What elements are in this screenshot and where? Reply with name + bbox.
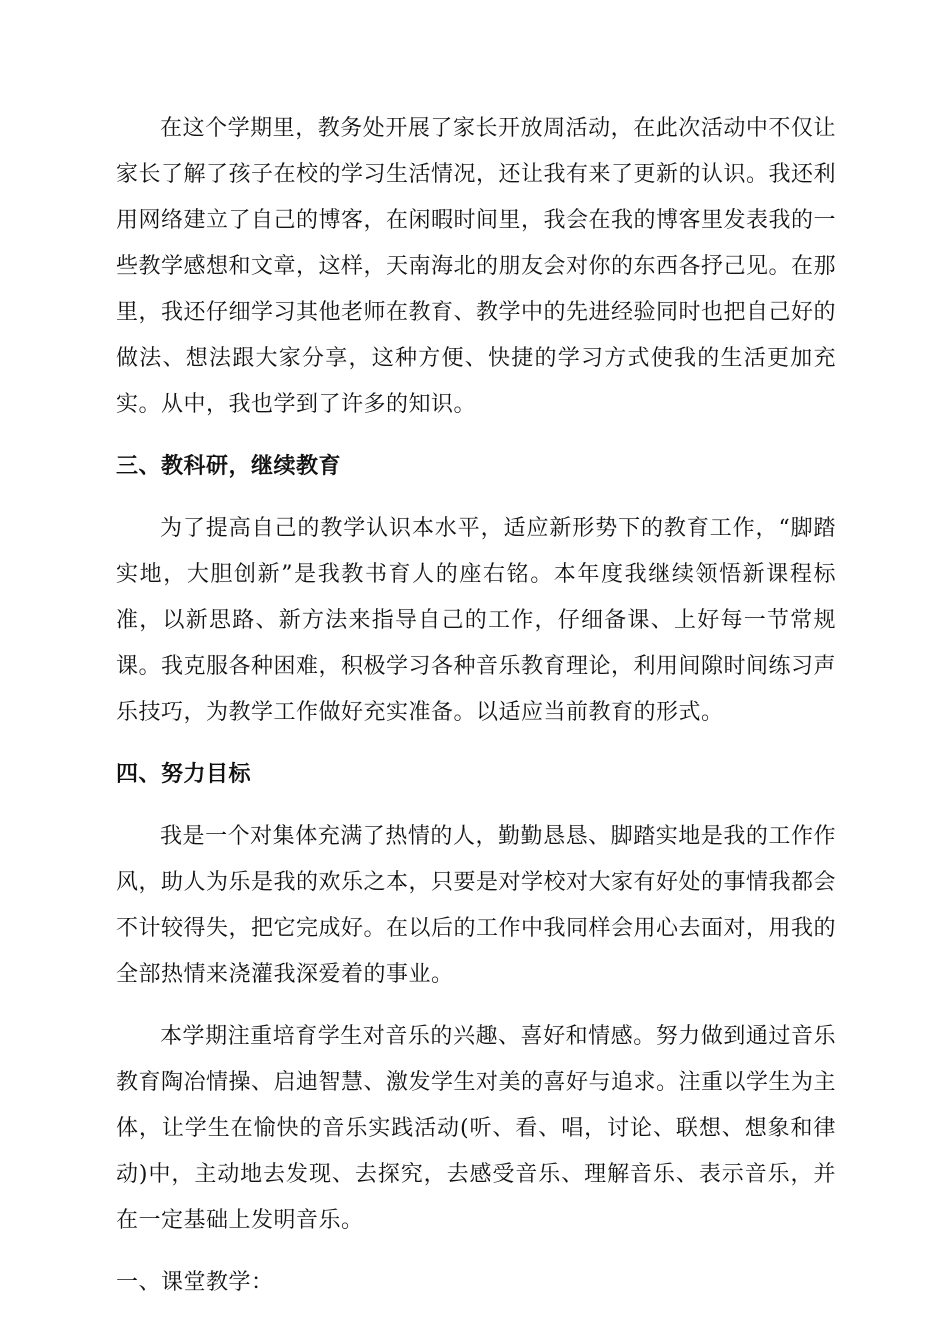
heading-goals: 四、努力目标	[116, 762, 252, 787]
document-body	[116, 106, 836, 1306]
paragraph-music-interest: 本学期注重培育学生对音乐的兴趣、喜好和情感。努力做到通过音乐教育陶冶情操、启迪智慧、激发学生对美的喜好与追求。注重以学生为主体，让学生在愉快的音乐实践活动(听、看、唱，讨论、联想、想象和律动)中，主动地去发现、去探究，去感受音乐、理解音乐、表示音乐，并在一定基础上发明音乐。	[116, 1024, 837, 1233]
paragraph-teaching-improvement: 为了提高自己的教学认识本水平，适应新形势下的教育工作，“脚踏实地，大胆创新”是我教书育人的座右铭。本年度我继续领悟新课程标准，以新思路、新方法来指导自己的工作，仔细备课、上好每一节常规课。我克服各种困难，积极学习各种音乐教育理论，利用间隙时间练习声乐技巧，为教学工作做好充实准备。以适应当前教育的形式。	[116, 516, 837, 725]
paragraph-work-attitude: 我是一个对集体充满了热情的人，勤勤恳恳、脚踏实地是我的工作作风，助人为乐是我的欢乐之本，只要是对学校对大家有好处的事情我都会不计较得失，把它完成好。在以后的工作中我同样会用心去面对，用我的全部热情来浇灌我深爱着的事业。	[116, 824, 837, 987]
heading-classroom-teaching: 一、课堂教学：	[116, 1270, 274, 1295]
heading-research-education: 三、教科研，继续教育	[116, 454, 342, 479]
paragraph-parent-open-week: 在这个学期里，教务处开展了家长开放周活动，在此次活动中不仅让家长了解了孩子在校的学习生活情况，还让我有来了更新的认识。我还利用网络建立了自己的博客，在闲暇时间里，我会在我的博客里发表我的一些教学感想和文章，这样，天南海北的朋友会对你的东西各抒己见。在那里，我还仔细学习其他老师在教育、教学中的先进经验同时也把自己好的做法、想法跟大家分享，这种方便、快捷的学习方式使我的生活更加充实。从中，我也学到了许多的知识。	[116, 116, 837, 417]
